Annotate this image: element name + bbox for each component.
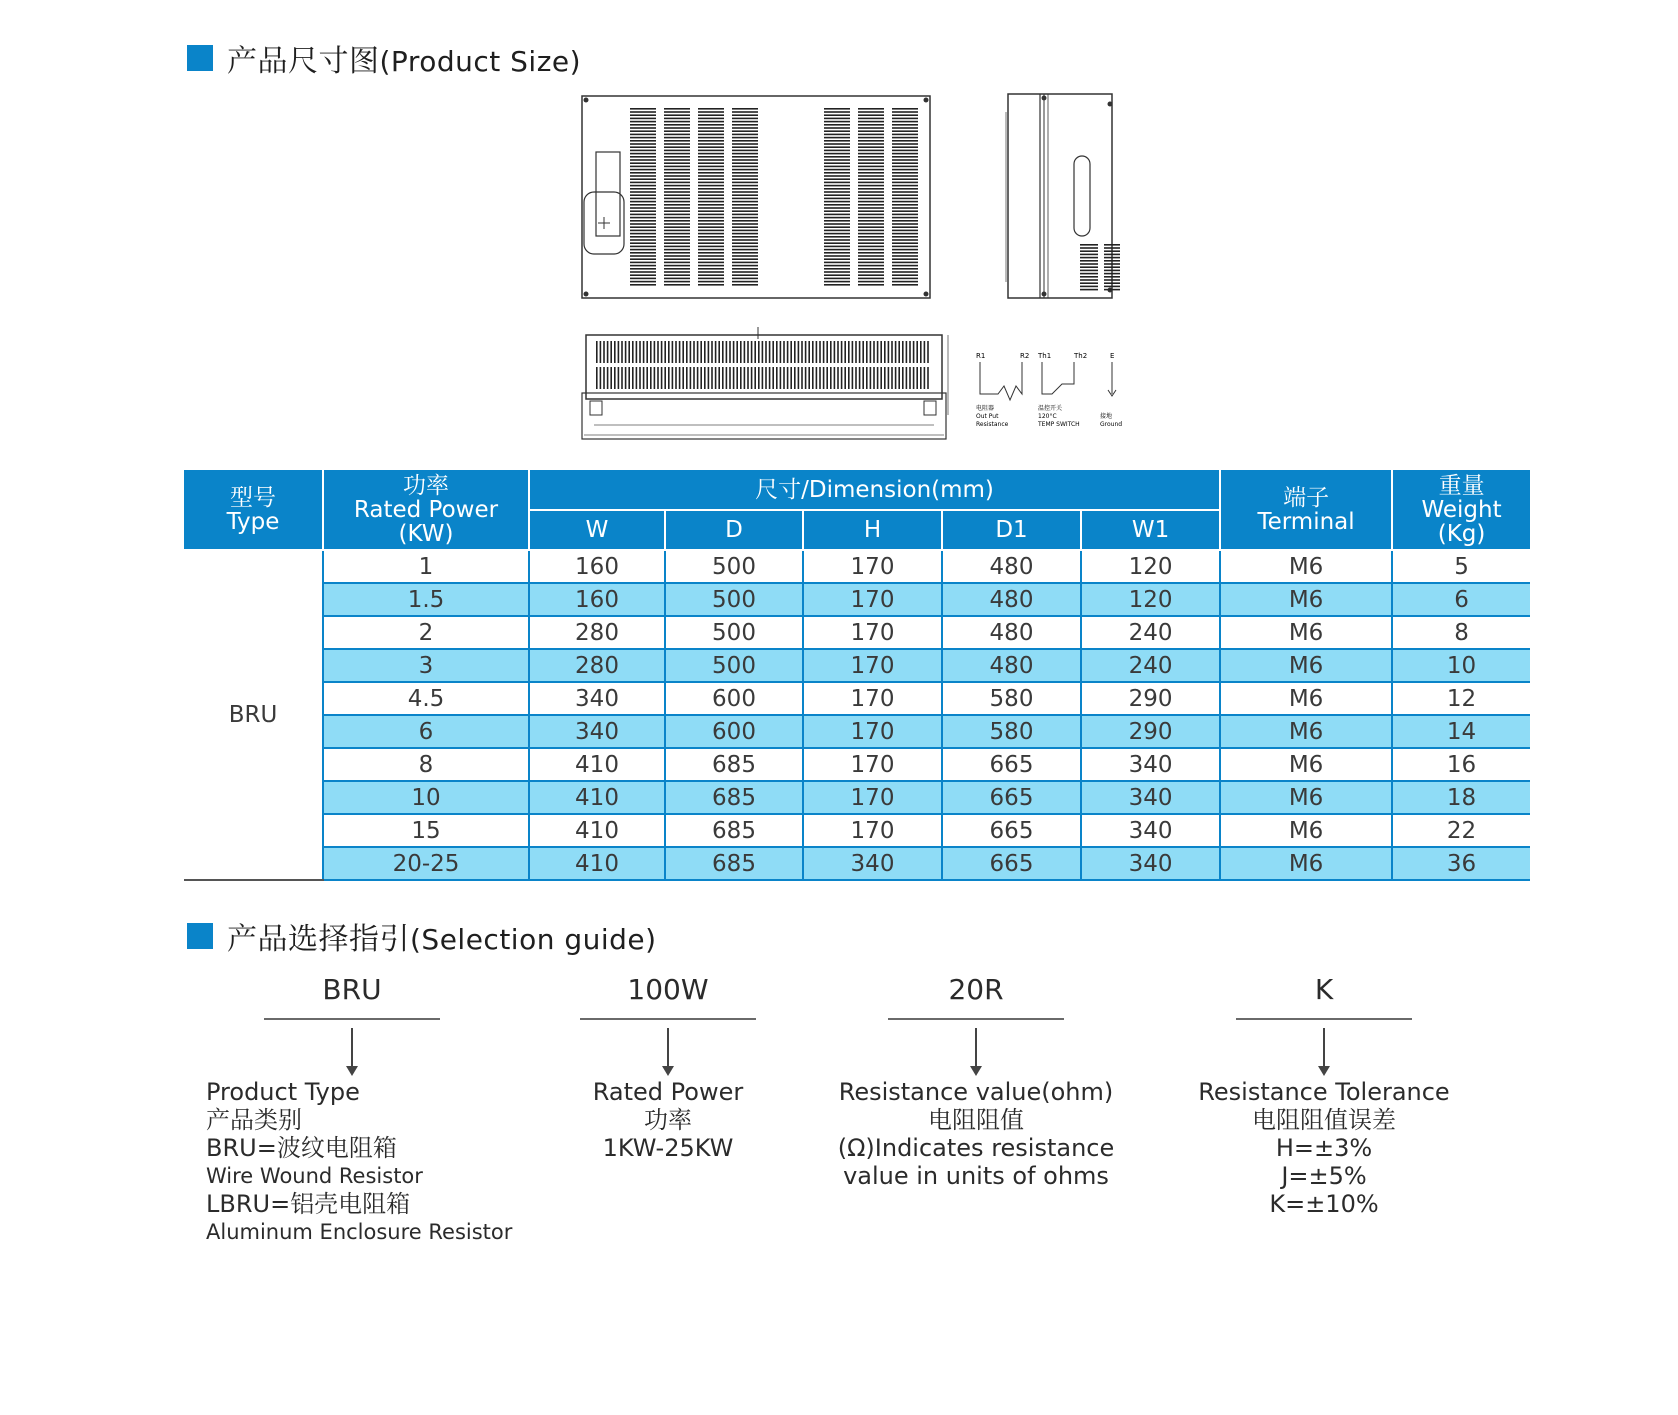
cell-h: 170 xyxy=(803,583,942,616)
guide-resistance-value xyxy=(837,970,1115,1190)
cell-weight: 10 xyxy=(1392,649,1530,682)
cell-weight: 6 xyxy=(1392,583,1530,616)
cell-w1: 340 xyxy=(1081,847,1220,880)
table-row xyxy=(184,649,1530,682)
cell-d: 685 xyxy=(665,748,803,781)
cell-h: 170 xyxy=(803,682,942,715)
table-row xyxy=(184,715,1530,748)
label-th1: Th1 xyxy=(1038,352,1052,360)
cell-weight: 36 xyxy=(1392,847,1530,880)
guide-line-text: 电阻阻值误差 xyxy=(1252,1106,1396,1134)
guide-description xyxy=(520,1078,816,1162)
cell-d1: 480 xyxy=(942,616,1081,649)
cell-w: 410 xyxy=(529,814,665,847)
cell-w: 340 xyxy=(529,682,665,715)
heading-en: (Selection guide) xyxy=(410,923,657,956)
cell-h: 340 xyxy=(803,847,942,880)
cell-power: 15 xyxy=(323,814,529,847)
cell-w1: 290 xyxy=(1081,682,1220,715)
cell-w: 340 xyxy=(529,715,665,748)
cell-d1: 665 xyxy=(942,814,1081,847)
guide-resistance-tolerance xyxy=(1198,970,1450,1218)
cell-d: 500 xyxy=(665,550,803,583)
guide-line-text: J=±5% xyxy=(1281,1162,1367,1190)
cell-power: 4.5 xyxy=(323,682,529,715)
cell-power: 1 xyxy=(323,550,529,583)
heading-cn: 产品尺寸图 xyxy=(227,44,380,79)
header-rated-power: 功率 Rated Power (KW) xyxy=(323,470,529,550)
cell-terminal: M6 xyxy=(1220,550,1392,583)
guide-line-text: Resistance value(ohm) xyxy=(838,1078,1114,1106)
guide-code: 20R xyxy=(948,973,1004,1006)
table-row xyxy=(184,550,1530,583)
cell-d: 600 xyxy=(665,682,803,715)
guide-line-text: 1KW-25KW xyxy=(602,1134,734,1162)
cell-w: 160 xyxy=(529,550,665,583)
cell-power: 6 xyxy=(323,715,529,748)
cell-d: 500 xyxy=(665,583,803,616)
guide-line-text: K=±10% xyxy=(1269,1190,1379,1218)
cell-d1: 580 xyxy=(942,715,1081,748)
guide-description xyxy=(1144,1078,1504,1218)
table-row xyxy=(184,847,1530,880)
cell-terminal: M6 xyxy=(1220,781,1392,814)
cell-power: 1.5 xyxy=(323,583,529,616)
cell-h: 170 xyxy=(803,715,942,748)
cell-d1: 665 xyxy=(942,781,1081,814)
front-view-drawing xyxy=(580,92,932,302)
cell-d1: 665 xyxy=(942,847,1081,880)
heading-square-icon xyxy=(187,45,213,71)
label-out-cn: 电阻器 xyxy=(976,405,995,412)
guide-line-text: Resistance Tolerance xyxy=(1198,1078,1450,1106)
cell-w1: 240 xyxy=(1081,616,1220,649)
cell-weight: 12 xyxy=(1392,682,1530,715)
heading-cn: 产品选择指引 xyxy=(227,922,410,957)
header-d: D xyxy=(665,510,803,550)
guide-line-text: LBRU=铝壳电阻箱 xyxy=(206,1190,411,1218)
header-h: H xyxy=(803,510,942,550)
cell-d1: 665 xyxy=(942,748,1081,781)
cell-d: 500 xyxy=(665,649,803,682)
cell-h: 170 xyxy=(803,649,942,682)
cell-power: 10 xyxy=(323,781,529,814)
label-e: E xyxy=(1110,352,1115,360)
cell-h: 170 xyxy=(803,814,942,847)
guide-code: K xyxy=(1314,973,1334,1006)
guide-line-text: 产品类别 xyxy=(206,1106,302,1134)
cell-weight: 14 xyxy=(1392,715,1530,748)
label-out-en2: Resistance xyxy=(976,421,1009,428)
cell-terminal: M6 xyxy=(1220,649,1392,682)
label-r1: R1 xyxy=(976,352,986,360)
cell-terminal: M6 xyxy=(1220,682,1392,715)
table-row xyxy=(184,748,1530,781)
cell-d1: 480 xyxy=(942,550,1081,583)
cell-d1: 580 xyxy=(942,682,1081,715)
cell-d: 500 xyxy=(665,616,803,649)
cell-w1: 340 xyxy=(1081,814,1220,847)
header-weight: 重量 Weight (Kg) xyxy=(1392,470,1530,550)
cell-terminal: M6 xyxy=(1220,847,1392,880)
cell-w1: 120 xyxy=(1081,550,1220,583)
cell-w: 410 xyxy=(529,847,665,880)
guide-line-text: BRU=波纹电阻箱 xyxy=(206,1134,397,1162)
cell-terminal: M6 xyxy=(1220,748,1392,781)
cell-d: 685 xyxy=(665,781,803,814)
label-gnd-cn: 接地 xyxy=(1100,413,1113,420)
guide-description xyxy=(206,1078,526,1246)
cell-power: 2 xyxy=(323,616,529,649)
guide-code: BRU xyxy=(322,973,382,1006)
cell-terminal: M6 xyxy=(1220,583,1392,616)
table-row xyxy=(184,583,1530,616)
cell-power: 8 xyxy=(323,748,529,781)
arrow-down-icon xyxy=(966,1020,986,1078)
cell-terminal: M6 xyxy=(1220,715,1392,748)
cell-w: 280 xyxy=(529,649,665,682)
header-type: 型号 Type xyxy=(184,470,323,550)
side-view-drawing xyxy=(1000,92,1120,302)
label-th2: Th2 xyxy=(1074,352,1088,360)
cell-weight: 18 xyxy=(1392,781,1530,814)
cell-w1: 290 xyxy=(1081,715,1220,748)
arrow-down-icon xyxy=(342,1020,362,1078)
label-gnd-en: Ground xyxy=(1100,421,1123,428)
header-dimension: 尺寸/Dimension(mm) xyxy=(529,470,1220,510)
cell-d1: 480 xyxy=(942,583,1081,616)
cell-weight: 5 xyxy=(1392,550,1530,583)
label-temp-val: 120°C xyxy=(1038,413,1057,420)
guide-code: 100W xyxy=(627,973,709,1006)
guide-line-text: H=±3% xyxy=(1275,1134,1373,1162)
section-heading-selection-guide xyxy=(187,914,657,958)
cell-w: 280 xyxy=(529,616,665,649)
header-w: W xyxy=(529,510,665,550)
wiring-diagram xyxy=(970,350,1140,450)
cell-w: 410 xyxy=(529,781,665,814)
cell-d1: 480 xyxy=(942,649,1081,682)
heading-square-icon xyxy=(187,923,213,949)
table-row xyxy=(184,814,1530,847)
guide-line-text: 电阻阻值 xyxy=(928,1106,1024,1134)
guide-product-type xyxy=(206,970,513,1244)
guide-line-text: Product Type xyxy=(206,1078,360,1106)
cell-weight: 22 xyxy=(1392,814,1530,847)
header-d1: D1 xyxy=(942,510,1081,550)
bottom-view-drawing xyxy=(580,323,952,443)
cell-w1: 340 xyxy=(1081,781,1220,814)
label-out-en1: Out Put xyxy=(976,413,999,420)
guide-line-text: Rated Power xyxy=(592,1078,744,1106)
table-header-row xyxy=(184,470,1530,510)
cell-d: 600 xyxy=(665,715,803,748)
cell-w1: 120 xyxy=(1081,583,1220,616)
cell-weight: 8 xyxy=(1392,616,1530,649)
cell-h: 170 xyxy=(803,550,942,583)
cell-w: 410 xyxy=(529,748,665,781)
cell-d: 685 xyxy=(665,814,803,847)
cell-weight: 16 xyxy=(1392,748,1530,781)
cell-power: 3 xyxy=(323,649,529,682)
guide-line-text: 功率 xyxy=(644,1106,692,1134)
arrow-down-icon xyxy=(658,1020,678,1078)
guide-line-text: Aluminum Enclosure Resistor xyxy=(206,1220,513,1244)
type-cell: BRU xyxy=(184,550,323,880)
guide-description xyxy=(796,1078,1156,1190)
cell-terminal: M6 xyxy=(1220,616,1392,649)
guide-rated-power xyxy=(580,970,756,1162)
cell-w1: 240 xyxy=(1081,649,1220,682)
cell-w: 160 xyxy=(529,583,665,616)
table-row xyxy=(184,682,1530,715)
cell-h: 170 xyxy=(803,616,942,649)
heading-en: (Product Size) xyxy=(379,45,582,78)
guide-line-text: Wire Wound Resistor xyxy=(206,1164,423,1188)
cell-power: 20-25 xyxy=(323,847,529,880)
table-row xyxy=(184,616,1530,649)
label-temp-en: TEMP SWITCH xyxy=(1038,421,1080,428)
section-heading-product-size xyxy=(187,36,581,80)
arrow-down-icon xyxy=(1314,1020,1334,1078)
cell-terminal: M6 xyxy=(1220,814,1392,847)
label-temp-cn: 温控开关 xyxy=(1038,405,1063,412)
cell-d: 685 xyxy=(665,847,803,880)
guide-line-text: (Ω)Indicates resistance xyxy=(837,1134,1115,1162)
cell-w1: 340 xyxy=(1081,748,1220,781)
label-r2: R2 xyxy=(1020,352,1030,360)
guide-line-text: value in units of ohms xyxy=(843,1162,1109,1190)
spec-table xyxy=(184,470,1530,881)
cell-h: 170 xyxy=(803,781,942,814)
table-row xyxy=(184,781,1530,814)
cell-h: 170 xyxy=(803,748,942,781)
header-terminal: 端子 Terminal xyxy=(1220,470,1392,550)
header-w1: W1 xyxy=(1081,510,1220,550)
